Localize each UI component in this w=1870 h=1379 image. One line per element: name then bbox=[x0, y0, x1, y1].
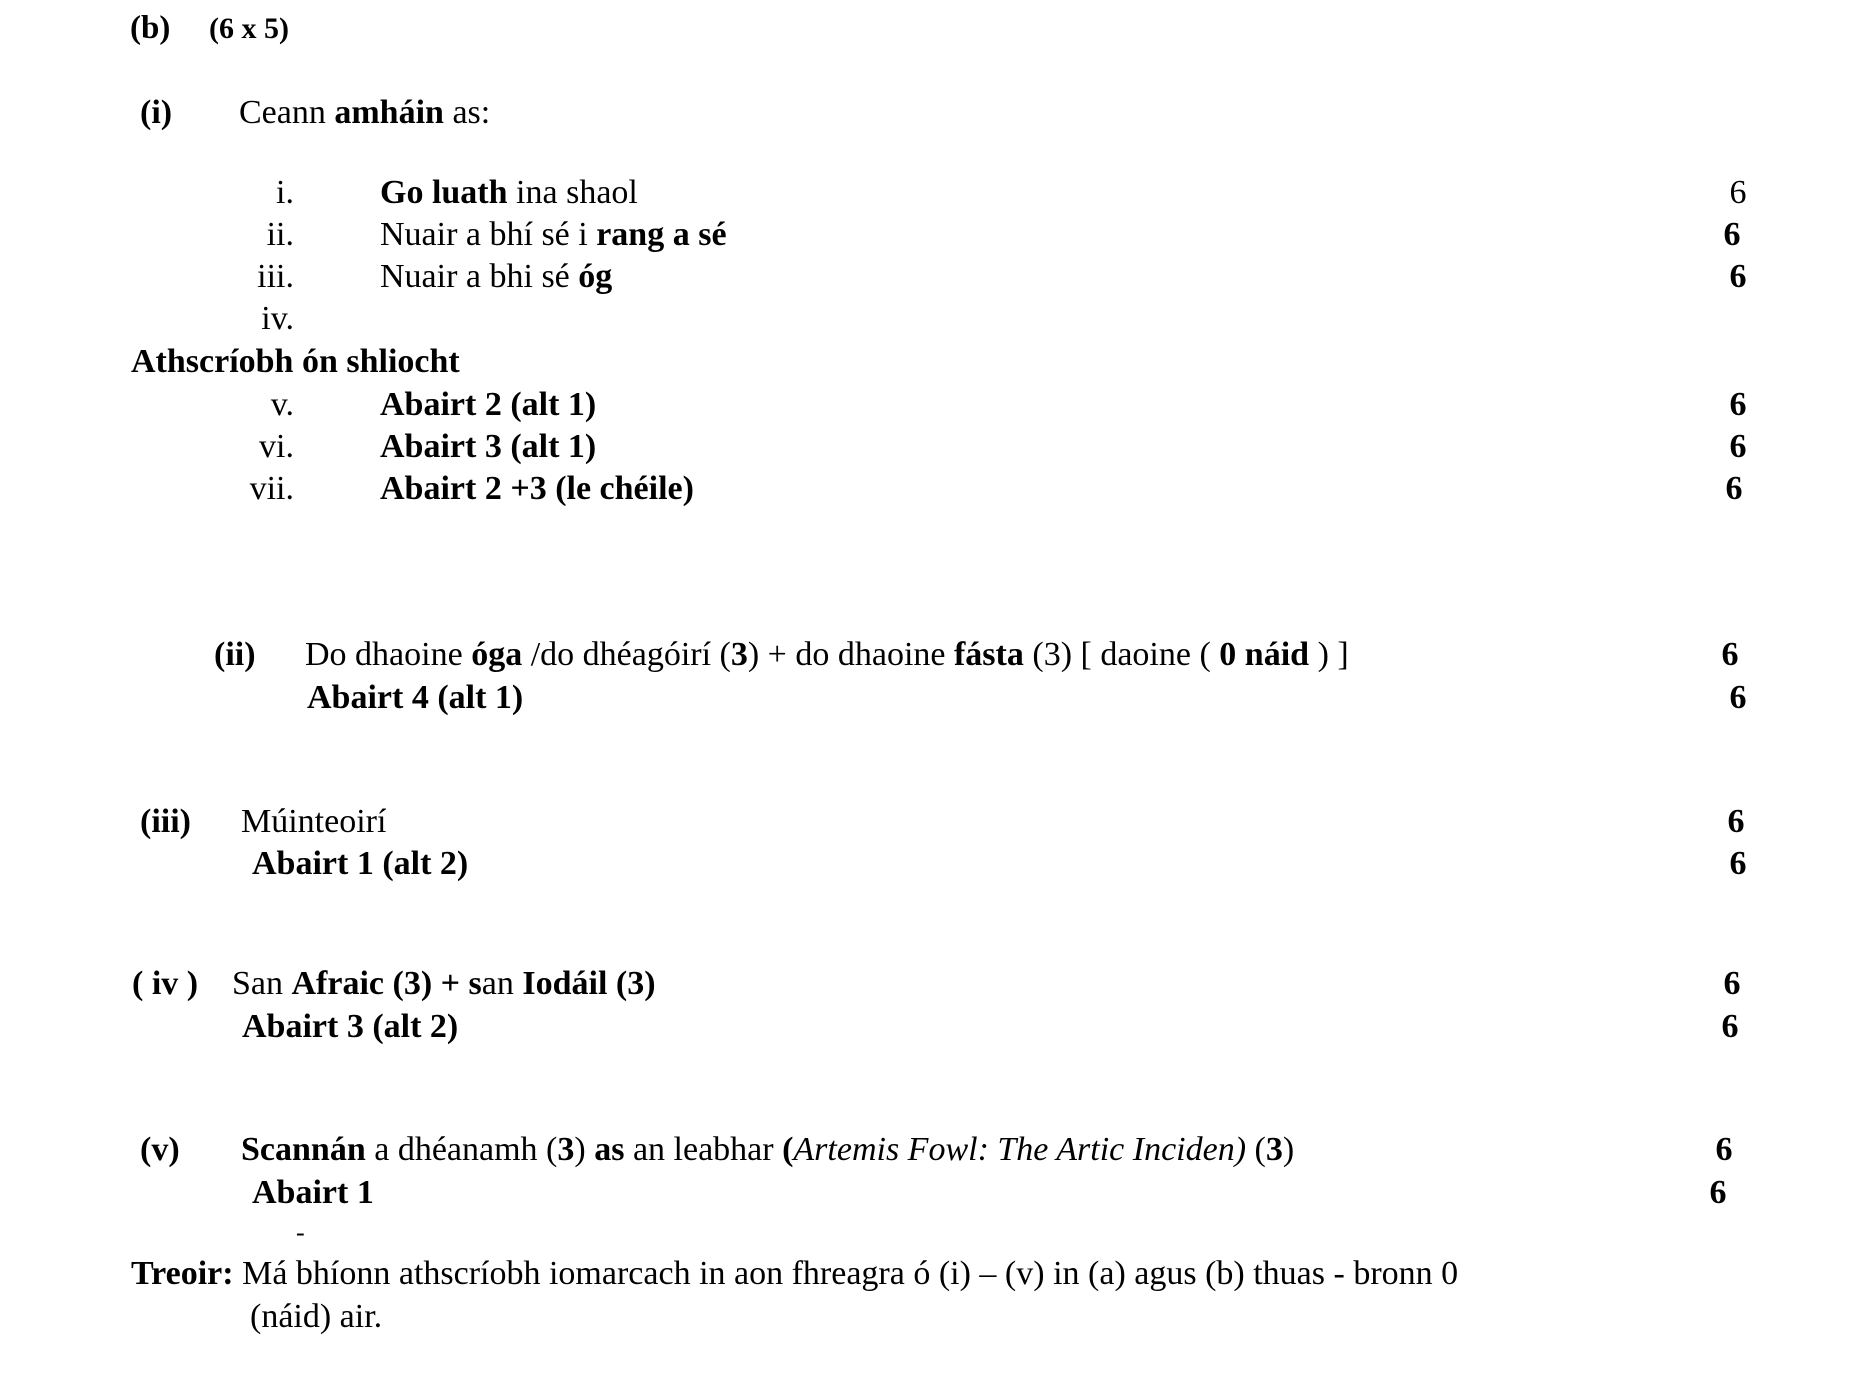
option-text bbox=[380, 218, 727, 252]
answer-segment: ) ] bbox=[1309, 636, 1349, 673]
answer-segment: Do dhaoine bbox=[305, 636, 472, 673]
answer-segment: ) + do dhaoine bbox=[747, 636, 954, 673]
mark: 6 bbox=[1729, 845, 1747, 882]
intro-emphasis: amháin bbox=[334, 94, 444, 131]
answer-text bbox=[305, 638, 1349, 672]
answer-segment: /do dhéagóirí ( bbox=[522, 636, 731, 673]
answer-segment: Scannán bbox=[241, 1131, 366, 1168]
answer-text bbox=[241, 1133, 1294, 1167]
option-emphasis: rang a sé bbox=[596, 216, 727, 253]
option-numeral: v. bbox=[270, 386, 294, 423]
answer-segment: 3 bbox=[557, 1131, 575, 1168]
mark: 6 bbox=[1721, 1008, 1739, 1045]
answer-segment: ( bbox=[782, 1131, 794, 1168]
answer-reference: Abairt 3 (alt 2) bbox=[242, 1008, 459, 1045]
rewrite-option-text: Abairt 3 (alt 1) bbox=[380, 428, 597, 465]
instruction-label: Treoir: bbox=[131, 1255, 234, 1292]
mark: 6 bbox=[1721, 636, 1739, 673]
mark: 6 bbox=[1729, 258, 1747, 295]
rewrite-heading: Athscríobh ón shliocht bbox=[131, 343, 460, 380]
answer-segment: óga bbox=[471, 636, 523, 673]
mark: 6 bbox=[1715, 1131, 1733, 1168]
answer-segment: fásta bbox=[953, 636, 1024, 673]
instruction-line-2: (náid) air. bbox=[250, 1298, 383, 1335]
option-numeral: iv. bbox=[261, 300, 294, 337]
answer-text bbox=[232, 967, 656, 1001]
question-intro bbox=[239, 96, 490, 130]
answer-segment: Artemis Fowl: The Artic Inciden) bbox=[793, 1131, 1247, 1168]
option-numeral: iii. bbox=[257, 258, 294, 295]
question-label-iii: (iii) bbox=[140, 803, 191, 840]
answer-segment: ( bbox=[1246, 1131, 1266, 1168]
dash: - bbox=[296, 1218, 305, 1247]
answer-segment: as bbox=[594, 1131, 625, 1168]
answer-reference: Abairt 4 (alt 1) bbox=[307, 679, 524, 716]
answer-segment: an bbox=[481, 965, 523, 1002]
mark: 6 bbox=[1725, 470, 1743, 507]
answer-segment: Iodáil (3) bbox=[522, 965, 656, 1002]
question-label-i: (i) bbox=[140, 94, 173, 131]
option-plain: ina shaol bbox=[507, 174, 638, 211]
option-text bbox=[380, 176, 638, 210]
rewrite-option-text: Abairt 2 +3 (le chéile) bbox=[380, 470, 694, 507]
mark: 6 bbox=[1729, 386, 1747, 423]
question-label-ii: (ii) bbox=[214, 636, 256, 673]
answer-segment: (3) [ daoine ( bbox=[1023, 636, 1220, 673]
mark: 6 bbox=[1723, 216, 1741, 253]
answer-segment: Afraic (3) + s bbox=[291, 965, 482, 1002]
option-text bbox=[380, 260, 612, 294]
instruction-line-1 bbox=[131, 1257, 1458, 1291]
option-plain: Nuair a bhi sé bbox=[380, 258, 579, 295]
option-plain: Nuair a bhí sé i bbox=[380, 216, 597, 253]
option-emphasis: Go luath bbox=[380, 174, 508, 211]
answer-segment: a dhéanamh ( bbox=[365, 1131, 558, 1168]
instruction-text: Má bhíonn athscríobh iomarcach in aon fhreagra ó (i) – (v) in (a) agus (b) thuas - bronn 0 bbox=[233, 1255, 1459, 1292]
marks-formula: (6 x 5) bbox=[209, 12, 289, 45]
mark: 6 bbox=[1709, 1174, 1727, 1211]
answer-segment: 3 bbox=[1265, 1131, 1283, 1168]
answer-segment: an leabhar bbox=[624, 1131, 783, 1168]
mark: 6 bbox=[1727, 803, 1745, 840]
mark: 6 bbox=[1723, 965, 1741, 1002]
answer-segment: ) bbox=[1282, 1131, 1295, 1168]
option-numeral: i. bbox=[276, 174, 294, 211]
option-numeral: vii. bbox=[249, 470, 294, 507]
answer-segment: 3 bbox=[730, 636, 748, 673]
answer-segment: ) bbox=[574, 1131, 595, 1168]
answer-reference: Abairt 1 bbox=[252, 1174, 374, 1211]
question-label-v: (v) bbox=[140, 1131, 180, 1168]
mark: 6 bbox=[1729, 679, 1747, 716]
option-numeral: ii. bbox=[266, 216, 294, 253]
option-emphasis: óg bbox=[578, 258, 613, 295]
intro-text: Ceann bbox=[239, 94, 335, 131]
rewrite-option-text: Abairt 2 (alt 1) bbox=[380, 386, 597, 423]
answer-reference: Abairt 1 (alt 2) bbox=[252, 845, 469, 882]
intro-text: as: bbox=[443, 94, 491, 131]
part-label: (b) bbox=[130, 10, 171, 46]
answer-text: Múinteoirí bbox=[241, 803, 387, 840]
mark: 6 bbox=[1729, 174, 1747, 211]
question-label-iv: ( iv ) bbox=[132, 965, 199, 1002]
answer-segment: San bbox=[232, 965, 292, 1002]
answer-segment: 0 náid bbox=[1219, 636, 1310, 673]
mark: 6 bbox=[1729, 428, 1747, 465]
option-numeral: vi. bbox=[259, 428, 294, 465]
